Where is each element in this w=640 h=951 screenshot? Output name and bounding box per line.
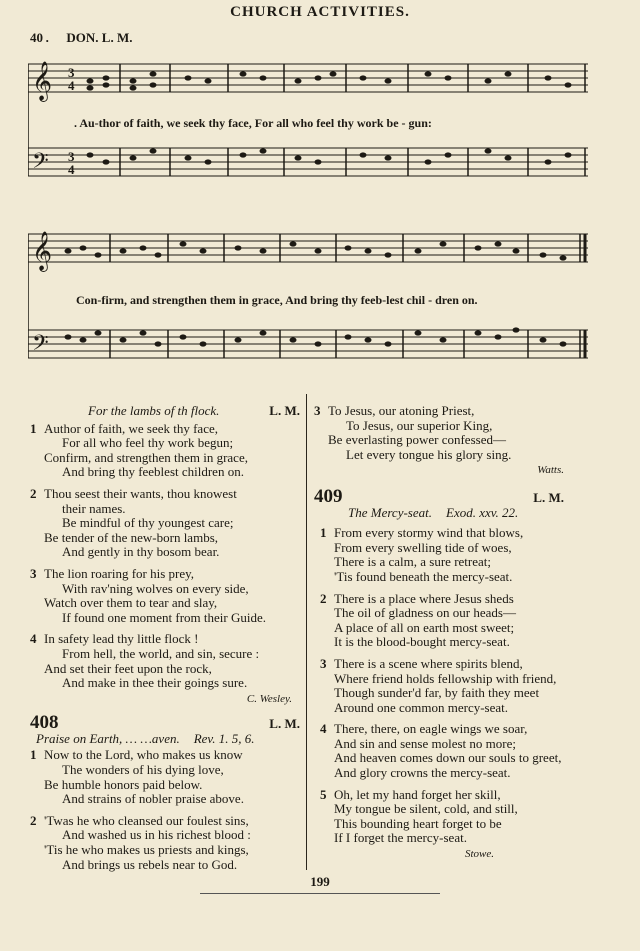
verse: 1 From every stormy wind that blows, From every swelling tide of woes, There is a calm, a sure retreat; 'Tis found beneath the mercy-seat. xyxy=(320,525,524,584)
verse: 2 There is a place where Jesus sheds The oil of gladness on our heads— A place of all on earth most sweet; It is the blood-bought mercy-seat. xyxy=(320,590,516,650)
hymn-409-number: 409 xyxy=(314,485,343,507)
svg-text:𝄞: 𝄞 xyxy=(32,61,53,101)
svg-text:𝄞: 𝄞 xyxy=(32,231,53,271)
running-header: CHURCH ACTIVITIES. xyxy=(230,4,410,20)
column-divider xyxy=(306,394,307,870)
hymn-408-subtitle: Praise on Earth, … …aven. xyxy=(36,730,180,746)
page-number: 199 xyxy=(310,874,330,889)
verse: 2 'Twas he who cleansed our foulest sins, And washed us in his richest blood : 'Tis he who makes us priests and kings, And brings us rebels near to God. xyxy=(30,812,251,872)
hymn-407-text xyxy=(30,404,300,872)
verse: 1 Author of faith, we seek thy face, For all who feel thy work begun; Confirm, and strengthen them in grace, And bring thy feeblest children on. xyxy=(30,420,248,480)
footer-rule xyxy=(200,893,440,894)
verse: 1 Now to the Lord, who makes us know The wonders of his dying love, Be humble honors paid below. And strains of nobler praise above. xyxy=(30,747,244,807)
hymn-409-text xyxy=(314,404,614,862)
verse: 4 There, there, on eagle wings we soar, And sin and sense molest no more; And heaven comes down our souls to greet, And glory crowns the mercy-seat. xyxy=(320,721,562,781)
lyrics-line-1: . Au-thor of faith, we seek thy face, For all who feel thy work be - gun: xyxy=(74,116,432,130)
hymn-409-meter: L. M. xyxy=(533,489,564,505)
verse: 5 Oh, let my hand forget her skill, My tongue be silent, cold, and still, This bounding heart forget to be If I forget the mercy-seat. xyxy=(320,786,518,846)
verse: 3 There is a scene where spirits blend, Where friend holds fellowship with friend, Though sunder'd far, by faith they meet Around one common mercy-seat. xyxy=(320,655,557,715)
hymn-408-number: 408 xyxy=(30,712,59,734)
svg-text:3: 3 xyxy=(68,149,75,164)
hymn-409-subtitle: The Mercy-seat. xyxy=(348,504,432,520)
verse: 2 Thou seest their wants, thou knowest their names. Be mindful of thy youngest care; Be tender of the new-born lambs, And gently in thy bosom bear. xyxy=(30,485,237,560)
hymn-409-author: Stowe. xyxy=(464,848,494,861)
hymn-408-meter: L. M. xyxy=(269,716,300,732)
hymn-409-reference: Exod. xxv. 22. xyxy=(446,504,519,520)
verse: 4 In safety lead thy little flock ! From hell, the world, and sin, secure : And set their feet upon the rock, And make in thee their goings sure. xyxy=(30,631,260,691)
svg-text:4: 4 xyxy=(68,78,75,93)
hymn-407-subtitle: For the lambs of th flock. xyxy=(88,403,220,418)
svg-text:4: 4 xyxy=(68,162,75,177)
svg-text:𝄢: 𝄢 xyxy=(32,331,49,361)
hymn-407-v3-author: Watts. xyxy=(537,464,564,477)
tune-title: 40 . DON. L. M. xyxy=(30,30,133,45)
hymn-407-author: C. Wesley. xyxy=(246,692,292,705)
lyrics-line-2: Con-firm, and strengthen them in grace, And bring thy feeb-lest chil - dren on. xyxy=(76,293,478,307)
svg-text:𝄢: 𝄢 xyxy=(32,149,49,179)
verse: 3 To Jesus, our atoning Priest, To Jesus, our superior King, Be everlasting power confessed— Let every tongue his glory sing. xyxy=(314,403,512,462)
hymn-407-meter: L. M. xyxy=(269,403,300,418)
hymn-408-reference: Rev. 1. 5, 6. xyxy=(193,730,255,746)
verse: 3 The lion roaring for his prey, With rav'ning wolves on every side, Watch over them to tear and slay, If found one moment from their Guide. xyxy=(30,565,266,625)
svg-text:3: 3 xyxy=(68,65,75,80)
